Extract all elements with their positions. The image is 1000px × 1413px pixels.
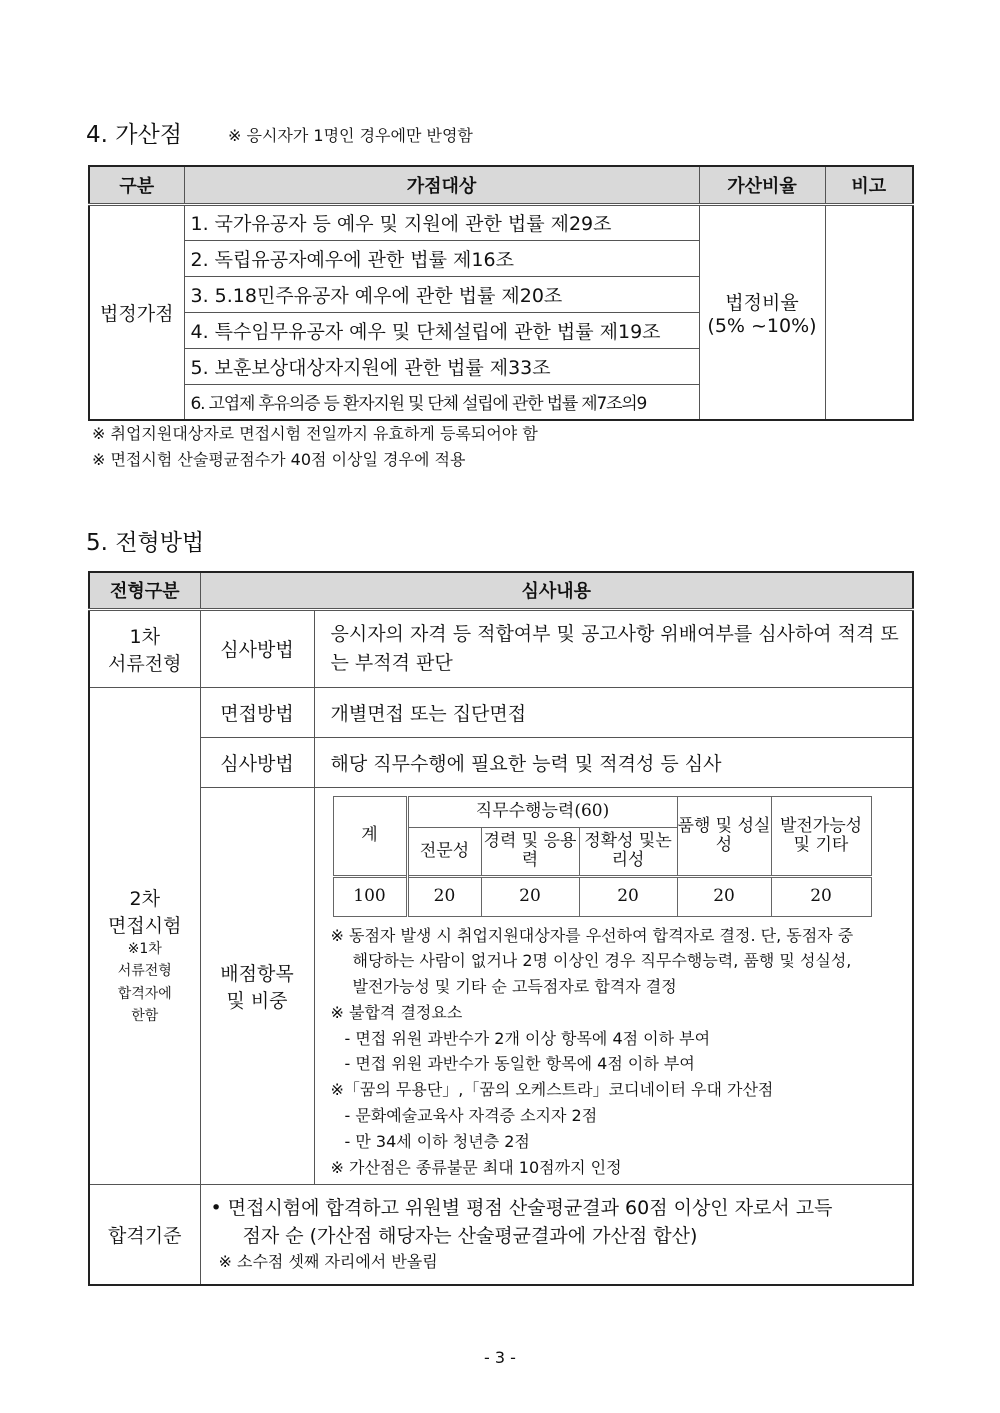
header-content: 심사내용 <box>200 572 913 609</box>
header-stage: 전형구분 <box>89 572 200 609</box>
header-target: 가점대상 <box>184 166 699 204</box>
score-content <box>314 787 913 1184</box>
score-value: 20 <box>579 876 677 916</box>
interview-method-label: 면접방법 <box>200 687 314 737</box>
experience-header: 경력 및 응용력 <box>481 827 579 876</box>
note-line: ※「꿈의 무용단」,「꿈의 오케스트라」코디네이터 우대 가산점 <box>330 1080 774 1100</box>
pass-line1: • 면접시험에 합격하고 위원별 평점 산술평균결과 60점 이상인 자로서 고득 <box>210 1197 833 1220</box>
bonus-item: 3. 5.18민주유공자 예우에 관한 법률 제20조 <box>184 276 699 312</box>
bonus-item: 5. 보훈보상대상자지원에 관한 법률 제33조 <box>184 348 699 384</box>
ratio-line2: (5% ~10%) <box>707 314 817 337</box>
stage1-name: 서류전형 <box>108 652 182 675</box>
score-value: 20 <box>771 876 871 916</box>
note-line: ※ 불합격 결정요소 <box>330 1002 463 1022</box>
review-method-label: 심사방법 <box>200 737 314 787</box>
stage2-note: 한함 <box>131 1007 159 1024</box>
note-line: - 만 34세 이하 청년층 2점 <box>344 1131 530 1151</box>
score-value: 20 <box>407 876 481 916</box>
interview-method: 개별면접 또는 집단면접 <box>314 687 913 737</box>
header-ratio: 가산비율 <box>699 166 825 204</box>
page-number: - 3 - <box>484 1348 516 1367</box>
bonus-item: 6. 고엽제 후유의증 등 환자지원 및 단체 설립에 관한 법률 제7조의9 <box>184 384 699 420</box>
total-header: 계 <box>333 796 407 876</box>
bonus-item: 1. 국가유공자 등 예우 및 지원에 관한 법률 제29조 <box>184 204 699 240</box>
bonus-item: 4. 특수임무유공자 예우 및 단체설립에 관한 법률 제19조 <box>184 312 699 348</box>
note-line: - 면접 위원 과반수가 2개 이상 항목에 4점 이하 부여 <box>344 1028 711 1048</box>
header-category: 구분 <box>89 166 184 204</box>
ratio-line1: 법정비율 <box>725 291 799 314</box>
stage1-method-label: 심사방법 <box>200 609 314 687</box>
expertise-header: 전문성 <box>407 827 481 876</box>
score-label-line1: 배점항목 <box>220 962 294 985</box>
pass-line2: 점자 순 (가산점 해당자는 산술평균결과에 가산점 합산) <box>242 1224 698 1247</box>
stage2-note: ※1차 <box>127 940 162 957</box>
note-line: - 문화예술교육사 자격증 소지자 2점 <box>344 1106 598 1126</box>
stage2-name: 면접시험 <box>108 914 182 937</box>
note-line: 해당하는 사람이 없거나 2명 이상인 경우 직무수행능력, 품행 및 성실성, <box>352 951 852 971</box>
score-value: 100 <box>333 876 407 916</box>
stage1-label: 1차 <box>129 625 160 648</box>
job-ability-header: 직무수행능력(60) <box>407 796 677 827</box>
note-line: ※ 동점자 발생 시 취업지원대상자를 우선하여 합격자로 결정. 단, 동점자 중 <box>330 925 854 945</box>
accuracy-header: 정확성 및논리성 <box>579 827 677 876</box>
stage2-cell <box>89 687 200 1184</box>
pass-criteria <box>200 1184 913 1285</box>
bonus-item: 2. 독립유공자예우에 관한 법률 제16조 <box>184 240 699 276</box>
footnote: ※ 취업지원대상자로 면접시험 전일까지 유효하게 등록되어야 함 <box>92 424 538 443</box>
stage1-cell <box>89 609 200 687</box>
bonus-table <box>88 165 914 421</box>
score-value: 20 <box>481 876 579 916</box>
stage1-content: 응시자의 자격 등 적합여부 및 공고사항 위배여부를 심사하여 적격 또는 부적격 판단 <box>314 609 913 687</box>
review-method: 해당 직무수행에 필요한 능력 및 적격성 등 심사 <box>314 737 913 787</box>
score-label <box>200 787 314 1184</box>
note-line: 발전가능성 및 기타 순 고득점자로 합격자 결정 <box>352 977 677 997</box>
category-cell: 법정가점 <box>89 204 184 420</box>
conduct-header: 품행 및 성실성 <box>677 796 771 876</box>
score-label-line2: 및 비중 <box>226 989 288 1012</box>
score-value: 20 <box>677 876 771 916</box>
stage2-label: 2차 <box>129 887 160 910</box>
note-line: ※ 가산점은 종류불문 최대 10점까지 인정 <box>330 1157 622 1177</box>
pass-criteria-label: 합격기준 <box>89 1184 200 1285</box>
section5-title: 5. 전형방법 <box>86 530 205 556</box>
remarks-cell <box>825 204 913 420</box>
stage2-note: 서류전형 <box>117 963 172 980</box>
selection-table <box>88 571 914 1286</box>
stage2-note: 합격자에 <box>117 985 172 1002</box>
ratio-cell <box>699 204 825 420</box>
section4-title: 4. 가산점 <box>86 122 182 148</box>
score-table <box>333 796 872 917</box>
section4-note: ※ 응시자가 1명인 경우에만 반영함 <box>228 126 473 145</box>
note-line: - 면접 위원 과반수가 동일한 항목에 4점 이하 부여 <box>344 1054 695 1074</box>
development-header: 발전가능성 및 기타 <box>771 796 871 876</box>
score-notes <box>331 923 905 1181</box>
pass-line3: ※ 소수점 셋째 자리에서 반올림 <box>218 1252 438 1272</box>
header-remarks: 비고 <box>825 166 913 204</box>
footnote: ※ 면접시험 산술평균점수가 40점 이상일 경우에 적용 <box>92 450 466 469</box>
